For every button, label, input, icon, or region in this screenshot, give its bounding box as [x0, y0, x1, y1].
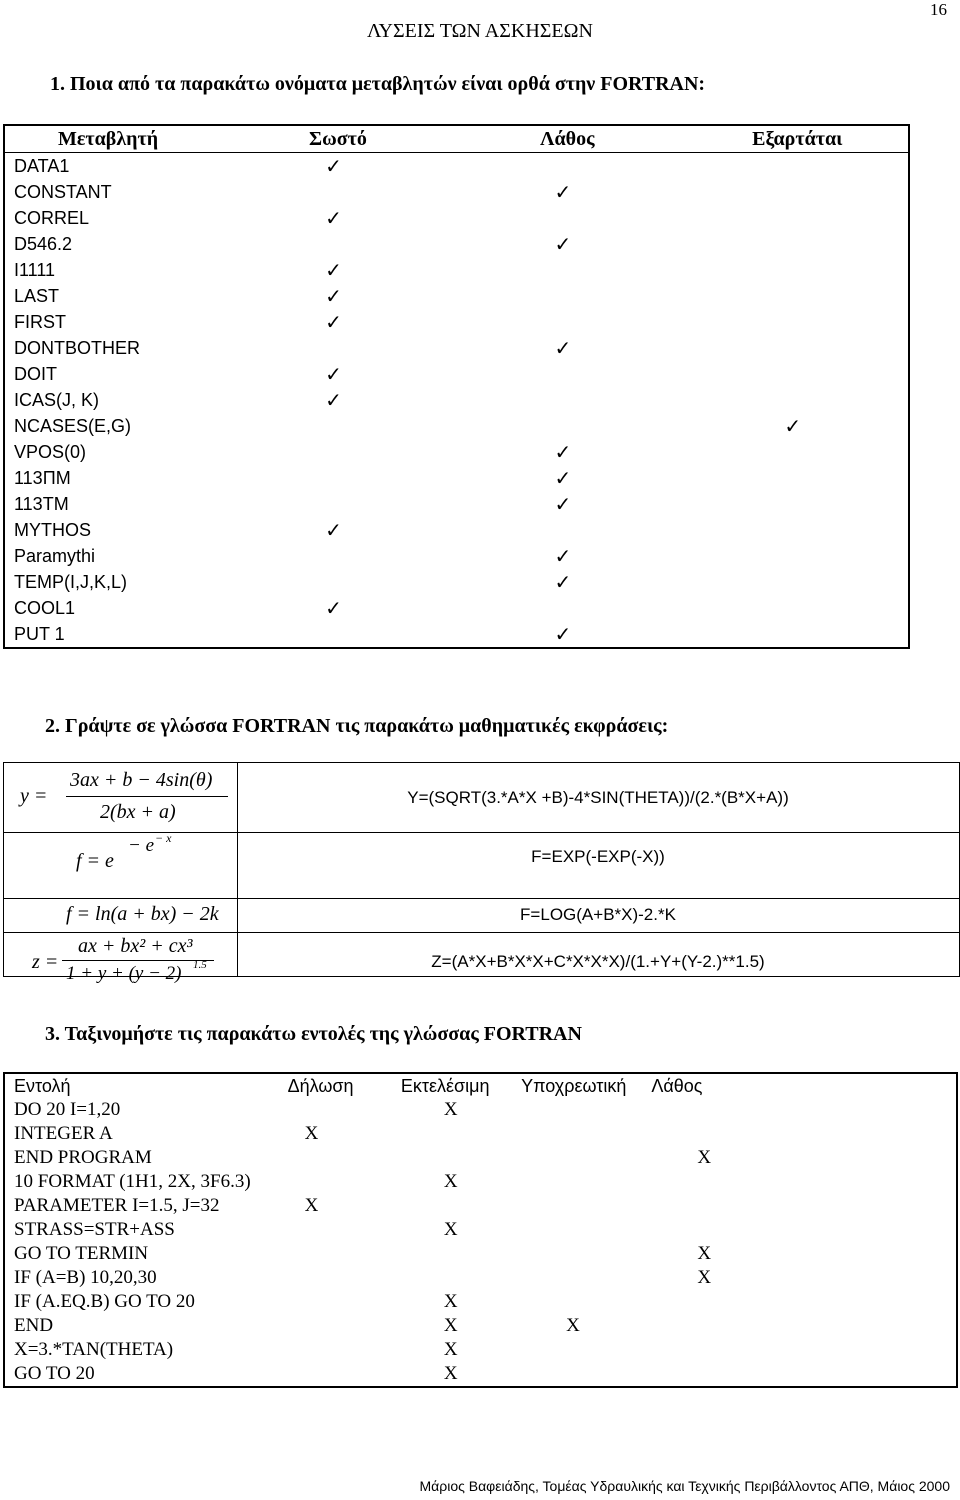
empty-cell: [288, 1146, 401, 1170]
table-row: [4, 387, 909, 413]
empty-cell: [219, 465, 448, 491]
variable-name: D546.2: [14, 233, 73, 254]
variable-name: VPOS(0): [14, 441, 87, 462]
empty-cell: [219, 179, 448, 205]
empty-cell: [288, 1314, 401, 1338]
empty-cell: [401, 1146, 521, 1170]
table-row: [4, 1218, 957, 1242]
empty-cell: [219, 335, 448, 361]
empty-cell: [678, 491, 910, 517]
empty-cell: [219, 231, 448, 257]
x-mark: X: [443, 1099, 458, 1120]
empty-cell: [678, 595, 910, 621]
x-mark: X: [697, 1243, 712, 1264]
variable-name: 113ΠΜ: [14, 467, 71, 488]
check-icon: ✓: [325, 259, 342, 282]
check-icon: ✓: [554, 181, 572, 204]
header-statement: Εντολή: [14, 1075, 71, 1096]
x-mark: X: [443, 1291, 458, 1312]
variable-name: LAST: [14, 285, 60, 306]
expr4-numerator: ax + bx² + cx³: [78, 935, 193, 957]
check-icon: ✓: [554, 545, 572, 568]
fortran-expr-4: Z=(A*X+B*X*X+C*X*X*X)/(1.+Y+(Y-2.)**1.5): [431, 952, 765, 971]
check-icon: ✓: [325, 363, 342, 386]
table-row: [4, 569, 909, 595]
empty-cell: [678, 283, 910, 309]
table-row: [4, 1338, 957, 1362]
empty-cell: [219, 621, 448, 648]
variable-name: ICAS(J, K): [14, 389, 100, 410]
table-row: [4, 595, 909, 621]
empty-cell: [651, 1218, 957, 1242]
check-icon: ✓: [554, 441, 572, 464]
variable-name: 113TM: [14, 493, 69, 514]
x-mark: X: [697, 1147, 712, 1168]
header-variable: Μεταβλητή: [58, 127, 159, 150]
table-row: [4, 1314, 957, 1338]
table-row: [4, 309, 909, 335]
empty-cell: [288, 1362, 401, 1387]
empty-cell: [401, 1242, 521, 1266]
statements-table: [3, 1072, 958, 1388]
header-mandatory: Υποχρεωτική: [521, 1075, 627, 1096]
empty-cell: [288, 1170, 401, 1194]
table-row: [4, 1266, 957, 1290]
empty-cell: [651, 1170, 957, 1194]
x-mark: X: [697, 1267, 712, 1288]
table-header-row: [4, 1073, 957, 1098]
variable-name: PUT 1: [14, 623, 65, 644]
empty-cell: [678, 309, 910, 335]
empty-cell: [521, 1266, 651, 1290]
check-icon: ✓: [554, 623, 572, 646]
empty-cell: [401, 1194, 521, 1218]
table-row: [4, 1098, 957, 1122]
empty-cell: [401, 1122, 521, 1146]
empty-cell: [678, 335, 910, 361]
expr1-lhs: y =: [20, 785, 48, 807]
empty-cell: [678, 361, 910, 387]
statement-text: END PROGRAM: [14, 1147, 152, 1168]
header-error: Λάθος: [651, 1075, 703, 1096]
variable-name: DONTBOTHER: [14, 337, 140, 358]
variable-name: TEMP(I,J,K,L): [14, 571, 128, 592]
page-title: ΛΥΣΕΙΣ ΤΩΝ ΑΣΚΗΣΕΩΝ: [367, 20, 593, 42]
empty-cell: [219, 413, 448, 439]
variable-name: CONSTANT: [14, 181, 112, 202]
table-row: [4, 517, 909, 543]
empty-cell: [448, 595, 677, 621]
question-1-heading: 1. Ποια από τα παρακάτω ονόματα μεταβλητών είναι ορθά στην FORTRAN:: [50, 73, 706, 95]
table-row: [4, 1170, 957, 1194]
fortran-expr-3: F=LOG(A+B*X)-2.*K: [520, 905, 676, 924]
check-icon: ✓: [554, 337, 572, 360]
empty-cell: [288, 1266, 401, 1290]
table-row: [4, 465, 909, 491]
page-number: 16: [930, 0, 947, 19]
x-mark: X: [443, 1363, 458, 1384]
table-row: [4, 1194, 957, 1218]
table-row: [4, 413, 909, 439]
check-icon: ✓: [325, 519, 342, 542]
question-2-heading: 2. Γράψτε σε γλώσσα FORTRAN τις παρακάτω μαθηματικές εκφράσεις:: [45, 715, 669, 737]
expr1-denominator: 2(bx + a): [100, 801, 176, 823]
check-icon: ✓: [325, 285, 342, 308]
empty-cell: [448, 517, 677, 543]
check-icon: ✓: [554, 233, 572, 256]
variable-name: MYTHOS: [14, 519, 92, 540]
empty-cell: [651, 1314, 957, 1338]
statement-text: GO TO 20: [14, 1363, 95, 1384]
check-icon: ✓: [325, 207, 342, 230]
empty-cell: [521, 1122, 651, 1146]
variable-name: DATA1: [14, 155, 70, 176]
check-icon: ✓: [325, 597, 342, 620]
variable-name: NCASES(E,G): [14, 415, 132, 436]
table-row: [4, 1242, 957, 1266]
empty-cell: [678, 569, 910, 595]
table-row: [4, 179, 909, 205]
variable-name: DOIT: [14, 363, 57, 384]
check-icon: ✓: [325, 311, 342, 334]
header-correct: Σωστό: [309, 127, 367, 150]
empty-cell: [651, 1122, 957, 1146]
variable-name: Paramythi: [14, 545, 96, 566]
statement-text: IF (A.EQ.B) GO TO 20: [14, 1291, 195, 1312]
empty-cell: [651, 1098, 957, 1122]
empty-cell: [448, 205, 677, 231]
variable-name: COOL1: [14, 597, 76, 618]
empty-cell: [448, 153, 677, 180]
statement-text: 10 FORMAT (1H1, 2X, 3F6.3): [14, 1171, 251, 1192]
empty-cell: [448, 257, 677, 283]
check-icon: ✓: [784, 415, 802, 438]
statement-text: IF (A=B) 10,20,30: [14, 1267, 157, 1288]
expr4-lhs: z =: [32, 951, 59, 973]
empty-cell: [219, 491, 448, 517]
statement-text: X=3.*TAN(THETA): [14, 1339, 174, 1360]
table-row: [4, 1290, 957, 1314]
empty-cell: [288, 1098, 401, 1122]
expr2-inner-exponent: − x: [155, 831, 172, 845]
table-row: [4, 1146, 957, 1170]
statement-text: GO TO TERMIN: [14, 1243, 149, 1264]
empty-cell: [288, 1338, 401, 1362]
expr4-exponent: 1.5: [193, 959, 207, 971]
empty-cell: [678, 179, 910, 205]
empty-cell: [678, 517, 910, 543]
table-header-row: [4, 125, 909, 153]
empty-cell: [401, 1266, 521, 1290]
empty-cell: [219, 439, 448, 465]
check-icon: ✓: [325, 155, 342, 178]
question-3-heading: 3. Ταξινομήστε τις παρακάτω εντολές της γλώσσας FORTRAN: [45, 1023, 582, 1045]
table-row: [4, 231, 909, 257]
empty-cell: [678, 153, 910, 180]
check-icon: ✓: [554, 571, 572, 594]
empty-cell: [651, 1362, 957, 1387]
table-row: [4, 1362, 957, 1387]
empty-cell: [678, 439, 910, 465]
empty-cell: [678, 205, 910, 231]
empty-cell: [521, 1338, 651, 1362]
table-row: [4, 1122, 957, 1146]
math-expressions-table: [3, 762, 960, 984]
empty-cell: [448, 413, 677, 439]
table-row: [4, 439, 909, 465]
empty-cell: [448, 387, 677, 413]
x-mark: X: [443, 1339, 458, 1360]
x-mark: X: [304, 1123, 319, 1144]
empty-cell: [521, 1218, 651, 1242]
expr3: f = ln(a + bx) − 2k: [66, 903, 219, 925]
expr2-exponent: − e: [128, 835, 155, 856]
statement-text: STRASS=STR+ASS: [14, 1219, 175, 1240]
fortran-expr-2: F=EXP(-EXP(-X)): [531, 847, 665, 866]
empty-cell: [521, 1194, 651, 1218]
empty-cell: [678, 231, 910, 257]
table-row: [4, 257, 909, 283]
empty-cell: [678, 387, 910, 413]
empty-cell: [521, 1242, 651, 1266]
empty-cell: [448, 283, 677, 309]
fortran-expr-1: Y=(SQRT(3.*A*X +B)-4*SIN(THETA))/(2.*(B*X+A)): [407, 788, 789, 807]
x-mark: X: [443, 1171, 458, 1192]
table-row: [4, 153, 909, 180]
empty-cell: [219, 569, 448, 595]
expr1-numerator: 3ax + b − 4sin(θ): [70, 769, 213, 791]
table-row: [4, 361, 909, 387]
empty-cell: [678, 621, 910, 648]
empty-cell: [521, 1362, 651, 1387]
empty-cell: [678, 543, 910, 569]
empty-cell: [288, 1290, 401, 1314]
x-mark: X: [566, 1315, 580, 1336]
table-row: [4, 491, 909, 517]
empty-cell: [448, 361, 677, 387]
header-executable: Εκτελέσιμη: [400, 1075, 490, 1096]
statement-text: DO 20 I=1,20: [14, 1099, 121, 1120]
header-wrong: Λάθος: [540, 127, 595, 150]
table-row: [4, 543, 909, 569]
expr2-lhs: f = e: [76, 850, 114, 872]
x-mark: X: [304, 1195, 319, 1216]
check-icon: ✓: [554, 493, 572, 516]
table-row: [4, 621, 909, 648]
empty-cell: [521, 1098, 651, 1122]
empty-cell: [288, 1218, 401, 1242]
variable-name: I1111: [14, 259, 56, 280]
page-footer: Μάριος Βαφειάδης, Τομέας Υδραυλικής και Τεχνικής Περιβάλλοντος ΑΠΘ, Μάιος 2000: [419, 1478, 950, 1494]
table-row: [4, 335, 909, 361]
empty-cell: [288, 1242, 401, 1266]
empty-cell: [651, 1290, 957, 1314]
x-mark: X: [443, 1219, 458, 1240]
empty-cell: [651, 1194, 957, 1218]
table-row: [4, 205, 909, 231]
variable-name: CORREL: [14, 207, 90, 228]
variable-name: FIRST: [14, 311, 66, 332]
statement-text: INTEGER A: [14, 1123, 113, 1144]
empty-cell: [678, 465, 910, 491]
empty-cell: [678, 257, 910, 283]
empty-cell: [651, 1338, 957, 1362]
x-mark: X: [443, 1315, 458, 1336]
empty-cell: [521, 1170, 651, 1194]
empty-cell: [219, 543, 448, 569]
empty-cell: [521, 1146, 651, 1170]
check-icon: ✓: [554, 467, 572, 490]
header-depends: Εξαρτάται: [752, 127, 843, 150]
statement-text: PARAMETER I=1.5, J=32: [14, 1195, 220, 1216]
expr4-denominator: 1 + y + (y − 2): [66, 963, 182, 984]
variables-table: [3, 124, 910, 649]
table-row: [4, 283, 909, 309]
empty-cell: [448, 309, 677, 335]
check-icon: ✓: [325, 389, 342, 412]
header-declaration: Δήλωση: [287, 1075, 354, 1096]
statement-text: END: [14, 1315, 54, 1336]
empty-cell: [521, 1290, 651, 1314]
